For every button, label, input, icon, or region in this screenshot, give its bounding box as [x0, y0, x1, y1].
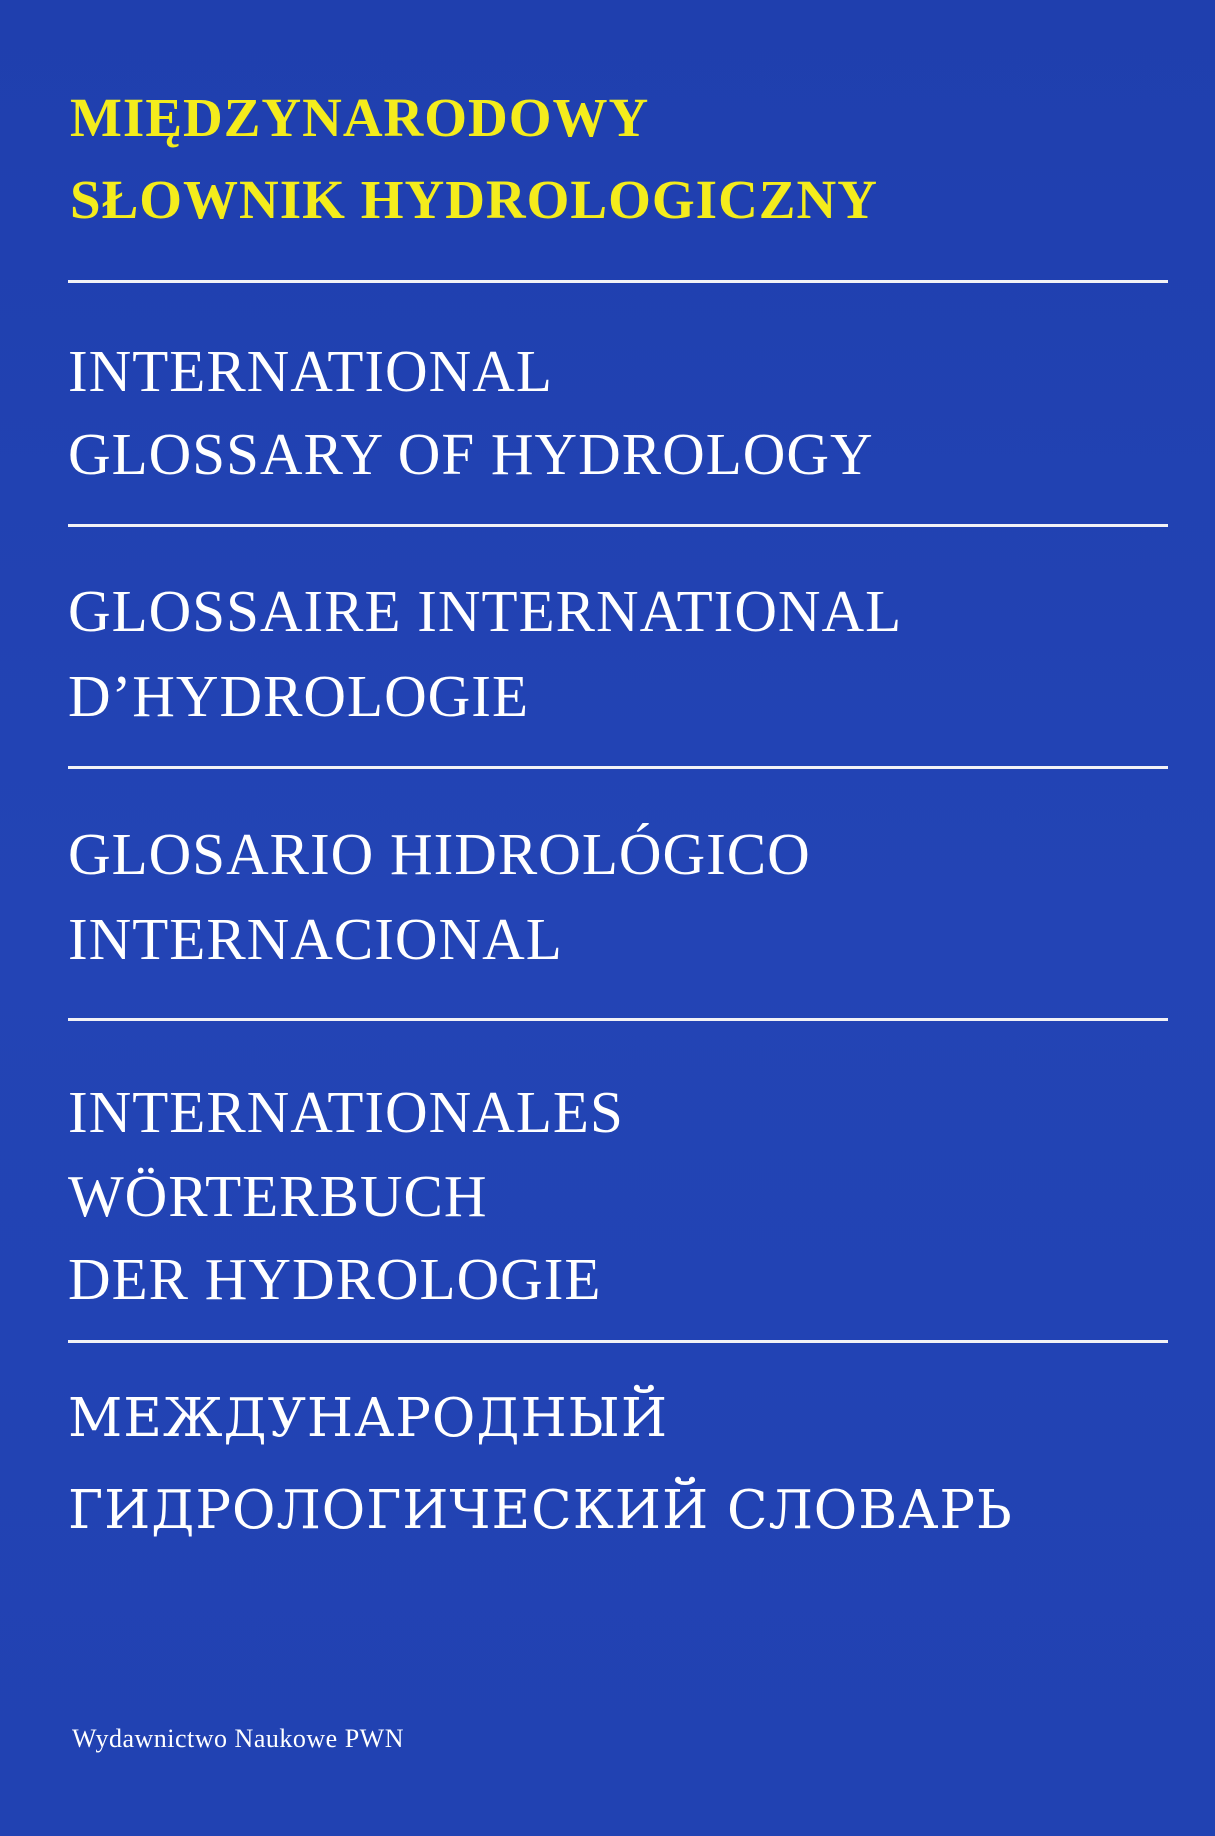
title-german-line-2: WÖRTERBUCH: [68, 1163, 488, 1229]
section-divider: [68, 524, 1168, 527]
publisher-name: Wydawnictwo Naukowe PWN: [72, 1724, 404, 1753]
title-spanish-line-1: GLOSARIO HIDROLÓGICO: [68, 821, 811, 887]
section-divider: [68, 280, 1168, 283]
section-divider: [68, 1018, 1168, 1021]
title-spanish-line-2: INTERNACIONAL: [68, 906, 563, 972]
section-divider: [68, 1340, 1168, 1343]
title-english-line-2: GLOSSARY OF HYDROLOGY: [68, 421, 874, 487]
title-russian-line-2: ГИДРОЛОГИЧЕСКИЙ СЛОВАРЬ: [68, 1480, 1013, 1541]
title-french-line-1: GLOSSAIRE INTERNATIONAL: [68, 578, 903, 644]
title-russian-line-1: МЕЖДУНАРОДНЫЙ: [68, 1388, 669, 1449]
title-english-line-1: INTERNATIONAL: [68, 338, 553, 404]
section-divider: [68, 766, 1168, 769]
title-french-line-2: D’HYDROLOGIE: [68, 663, 529, 729]
title-polish-line-1: MIĘDZYNARODOWY: [70, 87, 650, 148]
title-german-line-1: INTERNATIONALES: [68, 1079, 624, 1145]
title-german-line-3: DER HYDROLOGIE: [68, 1246, 602, 1312]
title-polish-line-2: SŁOWNIK HYDROLOGICZNY: [70, 169, 878, 230]
